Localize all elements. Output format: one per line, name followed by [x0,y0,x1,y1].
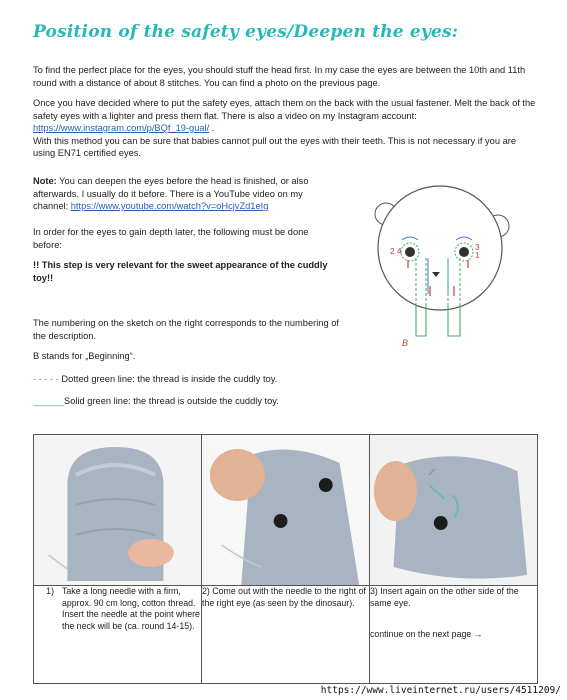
step-2-photo [202,435,370,586]
intro-paragraph-2-text: Once you have decided where to put the safety eyes, attach them on the back with the usual fastener. Melt the back of the safety eyes with a lighter and press them flat. There is also a video on my Instagram account: [33,98,536,121]
step-1-photo [34,435,202,586]
note-text: You can deepen the eyes before the head is finished, or also afterwards. I usually do it before. There is a YouTube video on my channel: [33,176,309,211]
footer-source-url: https://www.liveinternet.ru/users/4511209/ [320,685,561,696]
b-stands-text: B stands for „Beginning“. [33,351,136,361]
continue-next-page: continue on the next page → [370,629,483,639]
depth-intro: In order for the eyes to gain depth later, the following must be done before: [33,227,309,250]
instagram-link[interactable]: https://www.instagram.com/p/BQf_19-gual/ [33,123,210,133]
numbering-text: The numbering on the sketch on the right corresponds to the numbering of the description. [33,318,339,341]
dotted-line-text: Dotted green line: the thread is inside the cuddly toy. [58,374,278,384]
step-3-illustration [370,435,537,585]
step-1-caption [34,586,202,684]
dotted-line-sample: - - - - - [33,374,59,384]
legend-dotted [33,373,353,386]
intro-paragraph-1: To find the perfect place for the eyes, you should stuff the head first. In my case the eyes are between the 10th and 11th round with a distance of about 8 stitches. You can find a photo on the previous page. [33,65,526,88]
step-3-caption [370,586,538,684]
intro-paragraph-2-after: . [209,123,215,133]
solid-line-sample: ______ [33,396,65,406]
sketch-label-2: 2 [390,247,395,256]
step-2-caption [202,586,370,684]
eye-position-sketch [368,176,518,356]
solid-line-text: Solid green line: the thread is outside the cuddly toy. [64,396,279,406]
intro-paragraph-3: With this method you can be sure that babies cannot pull out the eyes with their teeth. This is not necessary if you are using EN71 certified eyes. [33,135,517,158]
note-label: Note: [33,176,57,186]
note-paragraph [33,175,331,213]
sketch-label-b: B [402,338,409,348]
step-1-illustration [34,435,201,585]
step-3-text: 3) Insert again on the other side of the same eye. [370,586,519,608]
step-2-text: 2) Come out with the needle to the right of the right eye (as seen by the dinosaur). [202,586,366,608]
legend-solid [33,395,353,408]
youtube-link[interactable]: https://www.youtube.com/watch?v=oHcjvZd1eIg [70,201,269,211]
step-2-illustration [202,435,369,585]
step-1-number: 1) [46,586,54,596]
steps-table [33,434,538,684]
step-3-photo [370,435,538,586]
step-1-text: Take a long needle with a firm, approx. 90 cm long, cotton thread. Insert the needle at the point where the neck will be (ca. round 14-15). [62,586,200,631]
page-title: Position of the safety eyes/Deepen the eyes: [33,22,459,42]
warning-text: !! This step is very relevant for the sweet appearance of the cuddly toy!! [33,260,328,283]
sketch-label-4: 4 [397,247,402,256]
sketch-label-1: 1 [475,251,480,260]
sketch-label-3: 3 [475,243,480,252]
intro-paragraph-2 [33,97,538,160]
